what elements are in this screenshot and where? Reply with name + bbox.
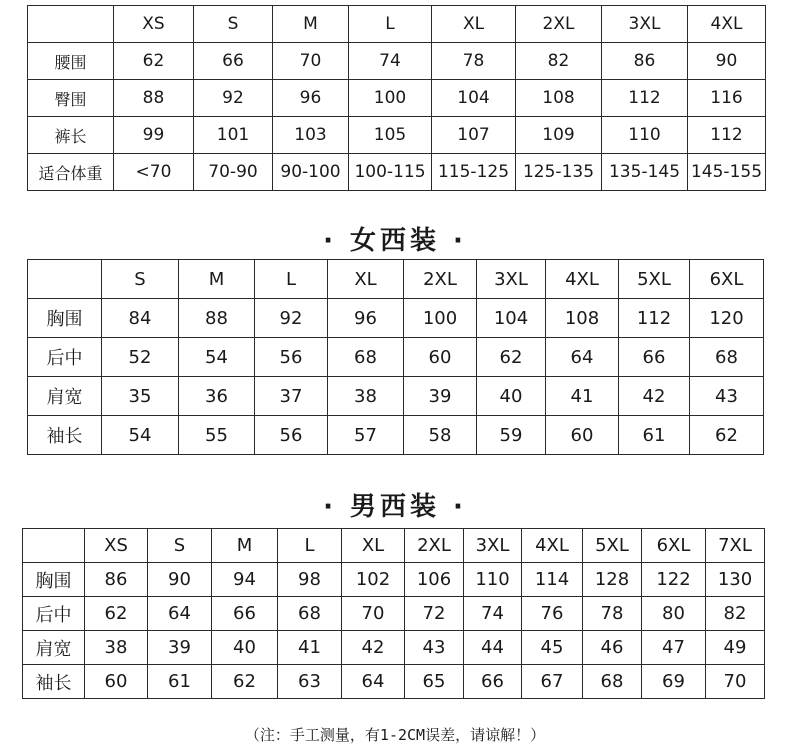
size-header-cell: M: [179, 260, 255, 299]
value-cell: 39: [148, 631, 212, 665]
men-suit-title: · 男西装 ·: [323, 492, 467, 522]
value-cell: 90: [688, 43, 766, 80]
pants-size-table: [27, 5, 766, 191]
value-cell: 64: [148, 597, 212, 631]
value-cell: 61: [619, 416, 690, 455]
value-cell: 54: [179, 338, 255, 377]
value-cell: 62: [690, 416, 764, 455]
value-cell: 98: [278, 563, 342, 597]
row-label: 裤长: [28, 117, 114, 154]
value-cell: 109: [516, 117, 602, 154]
value-cell: 38: [85, 631, 148, 665]
value-cell: 82: [516, 43, 602, 80]
value-cell: 62: [114, 43, 194, 80]
value-cell: 74: [464, 597, 522, 631]
corner-cell: [28, 6, 114, 43]
value-cell: 104: [477, 299, 546, 338]
value-cell: 69: [642, 665, 706, 699]
value-cell: 103: [273, 117, 349, 154]
size-header-cell: 3XL: [477, 260, 546, 299]
value-cell: 84: [102, 299, 179, 338]
table-row: [28, 416, 764, 455]
value-cell: 96: [328, 299, 404, 338]
value-cell: 92: [194, 80, 273, 117]
table-row: [28, 299, 764, 338]
value-cell: 67: [522, 665, 583, 699]
value-cell: 70-90: [194, 154, 273, 191]
value-cell: 72: [405, 597, 464, 631]
value-cell: 86: [602, 43, 688, 80]
value-cell: 64: [342, 665, 405, 699]
measurement-footnote: （注：手工测量，有1-2CM误差，请谅解！）: [244, 726, 546, 744]
value-cell: 94: [212, 563, 278, 597]
value-cell: 112: [619, 299, 690, 338]
corner-cell: [28, 260, 102, 299]
value-cell: 66: [464, 665, 522, 699]
men-suit-size-table: [22, 528, 765, 699]
value-cell: 40: [477, 377, 546, 416]
value-cell: 107: [432, 117, 516, 154]
value-cell: 60: [404, 338, 477, 377]
value-cell: 135-145: [602, 154, 688, 191]
value-cell: 122: [642, 563, 706, 597]
table-row: [23, 631, 765, 665]
value-cell: 46: [583, 631, 642, 665]
value-cell: 38: [328, 377, 404, 416]
header-row: [23, 529, 765, 563]
value-cell: 125-135: [516, 154, 602, 191]
size-header-cell: M: [273, 6, 349, 43]
table-row: [28, 338, 764, 377]
value-cell: 66: [194, 43, 273, 80]
value-cell: 105: [349, 117, 432, 154]
value-cell: 40: [212, 631, 278, 665]
value-cell: 59: [477, 416, 546, 455]
size-header-cell: M: [212, 529, 278, 563]
value-cell: 41: [546, 377, 619, 416]
value-cell: 47: [642, 631, 706, 665]
value-cell: 60: [546, 416, 619, 455]
value-cell: 112: [688, 117, 766, 154]
table-row: [28, 154, 766, 191]
row-label: 胸围: [23, 563, 85, 597]
size-header-cell: L: [278, 529, 342, 563]
value-cell: 56: [255, 416, 328, 455]
value-cell: 41: [278, 631, 342, 665]
value-cell: 82: [706, 597, 765, 631]
value-cell: 80: [642, 597, 706, 631]
header-row: [28, 6, 766, 43]
value-cell: 62: [477, 338, 546, 377]
value-cell: 102: [342, 563, 405, 597]
table-row: [28, 377, 764, 416]
value-cell: 110: [464, 563, 522, 597]
value-cell: 100: [404, 299, 477, 338]
value-cell: 88: [114, 80, 194, 117]
value-cell: 42: [619, 377, 690, 416]
row-label: 胸围: [28, 299, 102, 338]
size-header-cell: 2XL: [404, 260, 477, 299]
row-label: 肩宽: [23, 631, 85, 665]
value-cell: 44: [464, 631, 522, 665]
header-row: [28, 260, 764, 299]
value-cell: 39: [404, 377, 477, 416]
value-cell: 35: [102, 377, 179, 416]
value-cell: 68: [583, 665, 642, 699]
value-cell: 52: [102, 338, 179, 377]
corner-cell: [23, 529, 85, 563]
value-cell: 116: [688, 80, 766, 117]
row-label: 臀围: [28, 80, 114, 117]
women-suit-size-table: [27, 259, 764, 455]
row-label: 袖长: [28, 416, 102, 455]
row-label: 袖长: [23, 665, 85, 699]
value-cell: 45: [522, 631, 583, 665]
value-cell: 43: [405, 631, 464, 665]
value-cell: 101: [194, 117, 273, 154]
size-header-cell: 4XL: [522, 529, 583, 563]
value-cell: 130: [706, 563, 765, 597]
value-cell: 37: [255, 377, 328, 416]
table-row: [23, 597, 765, 631]
value-cell: 62: [85, 597, 148, 631]
value-cell: 68: [278, 597, 342, 631]
table-row: [23, 563, 765, 597]
size-header-cell: XS: [114, 6, 194, 43]
value-cell: 66: [619, 338, 690, 377]
value-cell: 108: [546, 299, 619, 338]
value-cell: 62: [212, 665, 278, 699]
size-header-cell: 2XL: [516, 6, 602, 43]
size-header-cell: S: [194, 6, 273, 43]
value-cell: 68: [690, 338, 764, 377]
value-cell: 104: [432, 80, 516, 117]
value-cell: 92: [255, 299, 328, 338]
size-header-cell: 4XL: [546, 260, 619, 299]
size-header-cell: XL: [342, 529, 405, 563]
value-cell: 65: [405, 665, 464, 699]
table-row: [28, 80, 766, 117]
value-cell: 78: [432, 43, 516, 80]
value-cell: 112: [602, 80, 688, 117]
value-cell: 61: [148, 665, 212, 699]
size-header-cell: L: [255, 260, 328, 299]
size-header-cell: 2XL: [405, 529, 464, 563]
size-header-cell: 7XL: [706, 529, 765, 563]
value-cell: 128: [583, 563, 642, 597]
value-cell: 88: [179, 299, 255, 338]
value-cell: 106: [405, 563, 464, 597]
size-header-cell: 6XL: [642, 529, 706, 563]
value-cell: 115-125: [432, 154, 516, 191]
women-suit-title: · 女西装 ·: [323, 226, 467, 256]
table-row: [23, 665, 765, 699]
size-header-cell: 6XL: [690, 260, 764, 299]
value-cell: 42: [342, 631, 405, 665]
size-header-cell: 5XL: [583, 529, 642, 563]
size-header-cell: XS: [85, 529, 148, 563]
value-cell: 43: [690, 377, 764, 416]
table-row: [28, 117, 766, 154]
value-cell: 70: [706, 665, 765, 699]
size-header-cell: L: [349, 6, 432, 43]
value-cell: 78: [583, 597, 642, 631]
size-header-cell: 4XL: [688, 6, 766, 43]
value-cell: 90: [148, 563, 212, 597]
value-cell: 58: [404, 416, 477, 455]
value-cell: 145-155: [688, 154, 766, 191]
value-cell: 60: [85, 665, 148, 699]
value-cell: 100-115: [349, 154, 432, 191]
value-cell: 114: [522, 563, 583, 597]
row-label: 适合体重: [28, 154, 114, 191]
size-header-cell: S: [102, 260, 179, 299]
value-cell: 74: [349, 43, 432, 80]
value-cell: 120: [690, 299, 764, 338]
value-cell: <70: [114, 154, 194, 191]
value-cell: 110: [602, 117, 688, 154]
size-header-cell: XL: [328, 260, 404, 299]
value-cell: 57: [328, 416, 404, 455]
value-cell: 54: [102, 416, 179, 455]
value-cell: 49: [706, 631, 765, 665]
row-label: 后中: [28, 338, 102, 377]
value-cell: 36: [179, 377, 255, 416]
value-cell: 86: [85, 563, 148, 597]
value-cell: 55: [179, 416, 255, 455]
size-header-cell: 5XL: [619, 260, 690, 299]
value-cell: 96: [273, 80, 349, 117]
value-cell: 76: [522, 597, 583, 631]
value-cell: 66: [212, 597, 278, 631]
value-cell: 56: [255, 338, 328, 377]
value-cell: 108: [516, 80, 602, 117]
size-header-cell: S: [148, 529, 212, 563]
row-label: 肩宽: [28, 377, 102, 416]
value-cell: 100: [349, 80, 432, 117]
size-header-cell: 3XL: [602, 6, 688, 43]
value-cell: 70: [342, 597, 405, 631]
value-cell: 68: [328, 338, 404, 377]
size-header-cell: XL: [432, 6, 516, 43]
table-row: [28, 43, 766, 80]
size-header-cell: 3XL: [464, 529, 522, 563]
value-cell: 70: [273, 43, 349, 80]
row-label: 后中: [23, 597, 85, 631]
value-cell: 63: [278, 665, 342, 699]
value-cell: 99: [114, 117, 194, 154]
value-cell: 90-100: [273, 154, 349, 191]
row-label: 腰围: [28, 43, 114, 80]
value-cell: 64: [546, 338, 619, 377]
